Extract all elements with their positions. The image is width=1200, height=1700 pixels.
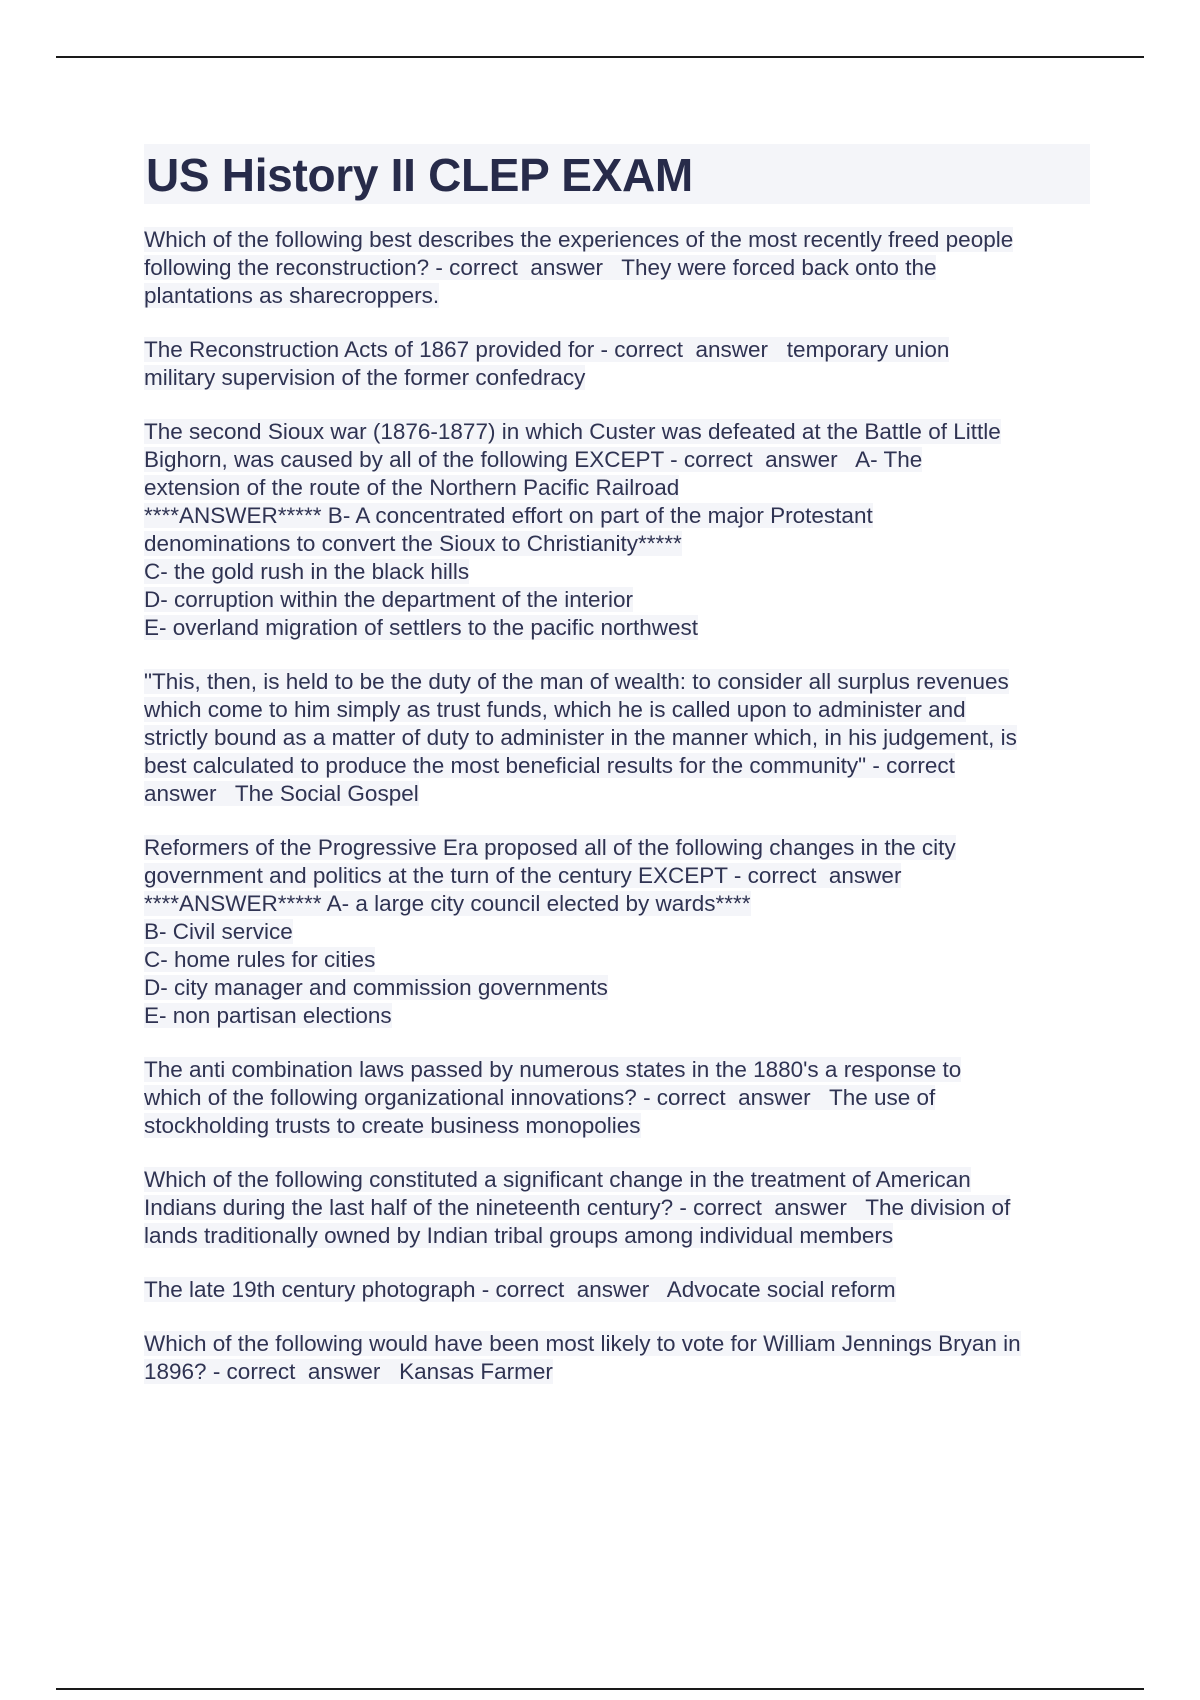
qa-line (144, 1112, 1090, 1140)
document-title: US History II CLEP EXAM (144, 144, 1090, 204)
qa-entry (144, 668, 1090, 808)
qa-line-text: "This, then, is held to be the duty of the man of wealth: to consider all surplus revenues (144, 669, 1009, 694)
qa-entry (144, 1276, 1090, 1304)
qa-line-text: military supervision of the former confedracy (144, 365, 586, 390)
qa-line (144, 974, 1090, 1002)
qa-line-text: following the reconstruction? - correct answer They were forced back onto the (144, 255, 937, 280)
qa-line-text: extension of the route of the Northern Pacific Railroad (144, 475, 680, 500)
qa-line (144, 502, 1090, 530)
qa-line-text: E- non partisan elections (144, 1003, 392, 1028)
qa-line (144, 724, 1090, 752)
qa-line (144, 946, 1090, 974)
qa-line (144, 780, 1090, 808)
qa-line-text: ****ANSWER***** B- A concentrated effort on part of the major Protestant (144, 503, 873, 528)
qa-line (144, 834, 1090, 862)
qa-line (144, 668, 1090, 696)
qa-line (144, 1084, 1090, 1112)
qa-entry (144, 1330, 1090, 1386)
qa-line-text: D- city manager and commission governments (144, 975, 608, 1000)
qa-line (144, 862, 1090, 890)
qa-line-text: government and politics at the turn of the century EXCEPT - correct answer (144, 863, 902, 888)
qa-line-text: which of the following organizational innovations? - correct answer The use of (144, 1085, 936, 1110)
document-body (144, 144, 1090, 1412)
qa-line-text: strictly bound as a matter of duty to administer in the manner which, in his judgement, is (144, 725, 1017, 750)
qa-line-text: 1896? - correct answer Kansas Farmer (144, 1359, 553, 1384)
qa-entry (144, 1056, 1090, 1140)
qa-line-text: B- Civil service (144, 919, 293, 944)
qa-line (144, 282, 1090, 310)
qa-line (144, 226, 1090, 254)
qa-line (144, 1002, 1090, 1030)
qa-line (144, 418, 1090, 446)
qa-line-text: best calculated to produce the most beneficial results for the community" - correct (144, 753, 955, 778)
qa-line (144, 1222, 1090, 1250)
qa-line (144, 474, 1090, 502)
qa-line (144, 530, 1090, 558)
qa-entry (144, 336, 1090, 392)
qa-line (144, 586, 1090, 614)
qa-entry (144, 418, 1090, 642)
qa-line-text: which come to him simply as trust funds, which he is called upon to administer and (144, 697, 966, 722)
qa-entry (144, 226, 1090, 310)
qa-line-text: C- home rules for cities (144, 947, 376, 972)
qa-line-text: E- overland migration of settlers to the pacific northwest (144, 615, 699, 640)
footer-rule (56, 1688, 1144, 1690)
qa-entry (144, 834, 1090, 1030)
qa-line-text: plantations as sharecroppers. (144, 283, 440, 308)
qa-line-text: Reformers of the Progressive Era proposed all of the following changes in the city (144, 835, 956, 860)
qa-line-text: Bighorn, was caused by all of the following EXCEPT - correct answer A- The (144, 447, 923, 472)
qa-line (144, 696, 1090, 724)
qa-line-text: Indians during the last half of the nineteenth century? - correct answer The division of (144, 1195, 1011, 1220)
qa-line (144, 918, 1090, 946)
qa-line (144, 1166, 1090, 1194)
qa-line-text: C- the gold rush in the black hills (144, 559, 470, 584)
qa-line-text: The Reconstruction Acts of 1867 provided for - correct answer temporary union (144, 337, 950, 362)
qa-line (144, 254, 1090, 282)
qa-list (144, 226, 1090, 1386)
qa-line (144, 614, 1090, 642)
qa-line (144, 1276, 1090, 1304)
qa-line-text: ****ANSWER***** A- a large city council elected by wards**** (144, 891, 751, 916)
qa-line (144, 364, 1090, 392)
qa-line-text: Which of the following would have been most likely to vote for William Jennings Bryan in (144, 1331, 1021, 1356)
qa-line (144, 558, 1090, 586)
qa-line (144, 1194, 1090, 1222)
qa-line-text: stockholding trusts to create business monopolies (144, 1113, 641, 1138)
qa-line-text: Which of the following best describes the experiences of the most recently freed people (144, 227, 1014, 252)
qa-line (144, 336, 1090, 364)
qa-line-text: Which of the following constituted a significant change in the treatment of American (144, 1167, 971, 1192)
qa-line-text: The second Sioux war (1876-1877) in which Custer was defeated at the Battle of Little (144, 419, 1001, 444)
qa-line (144, 446, 1090, 474)
qa-line-text: answer The Social Gospel (144, 781, 419, 806)
qa-line-text: The late 19th century photograph - correct answer Advocate social reform (144, 1277, 896, 1302)
qa-line-text: D- corruption within the department of the interior (144, 587, 633, 612)
header-rule (56, 56, 1144, 58)
qa-line-text: denominations to convert the Sioux to Christianity***** (144, 531, 682, 556)
qa-line-text: lands traditionally owned by Indian tribal groups among individual members (144, 1223, 894, 1248)
qa-line (144, 1056, 1090, 1084)
qa-line (144, 1330, 1090, 1358)
qa-line (144, 1358, 1090, 1386)
qa-entry (144, 1166, 1090, 1250)
qa-line (144, 752, 1090, 780)
qa-line-text: The anti combination laws passed by numerous states in the 1880's a response to (144, 1057, 962, 1082)
qa-line (144, 890, 1090, 918)
